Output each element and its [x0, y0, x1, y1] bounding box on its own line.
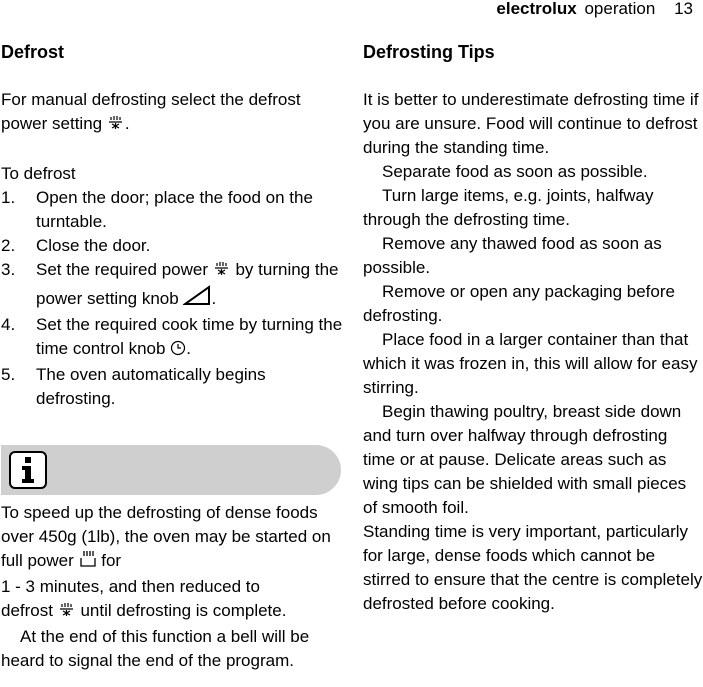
list-item — [1, 258, 343, 313]
tip-item: Begin thawing poultry, breast side down and turn over halfway through defrosting time or at pause. Delicate areas such as wing tips can be shielded with small pieces of smooth foil. — [363, 402, 687, 517]
note-part-c: 1 - 3 minutes, and then reduced to — [1, 577, 260, 596]
step-3-period: . — [211, 289, 217, 308]
info-icon — [9, 451, 47, 489]
step-number: 3. — [1, 260, 16, 279]
step-text: The oven automatically begins defrosting. — [36, 365, 266, 408]
step-3-part-b: by turning the power setting knob — [36, 260, 339, 308]
step-text — [36, 313, 343, 363]
note-part-d: defrost — [1, 601, 53, 620]
step-4-part-a: Set the required cook time by turning the time control knob — [36, 315, 343, 358]
note-part-a: To speed up the defrosting of dense foods over 450g (1lb), the oven may be started on full power — [1, 503, 331, 570]
step-number: 1. — [1, 188, 16, 207]
list-item — [1, 186, 343, 234]
step-number: 2. — [1, 236, 16, 255]
step-3-part-a: Set the required power — [36, 260, 208, 279]
tip-item: Separate food as soon as possible. — [382, 162, 648, 181]
to-defrost-label: To defrost — [1, 164, 76, 183]
standing-time-text: Standing time is very important, particularly for large, dense foods which cannot be stirred to ensure that the centre is completely defrosted before cooking. — [363, 522, 703, 613]
tips-intro: It is better to underestimate defrosting time if you are unsure. Food will continue to defrost during the standing time. — [363, 90, 699, 157]
step-number: 5. — [1, 365, 16, 384]
page-number: 13 — [674, 0, 693, 18]
list-item — [1, 234, 343, 258]
clock-icon — [170, 339, 186, 363]
info-note-bar — [1, 445, 341, 495]
defrost-snowflake-icon — [107, 114, 125, 138]
note-part-e: until defrosting is complete. — [80, 601, 287, 620]
tip-item: Turn large items, e.g. joints, halfway through the defrosting time. — [363, 186, 654, 229]
bell-text: At the end of this function a bell will be heard to signal the end of the program. — [1, 627, 310, 670]
note-part-b: for — [101, 551, 122, 570]
list-item — [1, 313, 343, 363]
step-number: 4. — [1, 315, 16, 334]
step-4-period: . — [186, 339, 191, 358]
power-knob-icon — [183, 284, 211, 313]
list-item — [1, 363, 343, 411]
defrost-steps-list — [1, 186, 343, 411]
defrost-intro-text: For manual defrosting select the defrost power setting — [1, 90, 301, 133]
tip-item: Remove any thawed food as soon as possible. — [363, 234, 662, 277]
defrost-snowflake-icon — [213, 260, 231, 284]
step-text — [36, 258, 343, 313]
section-name: operation — [584, 0, 656, 18]
step-text: Close the door. — [36, 236, 151, 255]
step-text: Open the door; place the food on the turntable. — [36, 188, 313, 231]
defrost-intro — [1, 88, 343, 138]
note-text — [1, 501, 343, 625]
page-header — [496, 0, 693, 20]
full-power-icon — [79, 550, 97, 575]
tips-heading: Defrosting Tips — [363, 42, 495, 62]
defrost-heading: Defrost — [1, 42, 65, 62]
defrost-snowflake-icon — [58, 601, 76, 625]
right-column — [363, 40, 703, 616]
tip-item: Place food in a larger container than that which it was frozen in, this will allow for easy stirring. — [363, 330, 698, 397]
intro-period: . — [124, 114, 130, 133]
tip-item: Remove or open any packaging before defrosting. — [363, 282, 675, 325]
left-column — [1, 40, 343, 673]
brand-name: electrolux — [496, 0, 577, 18]
